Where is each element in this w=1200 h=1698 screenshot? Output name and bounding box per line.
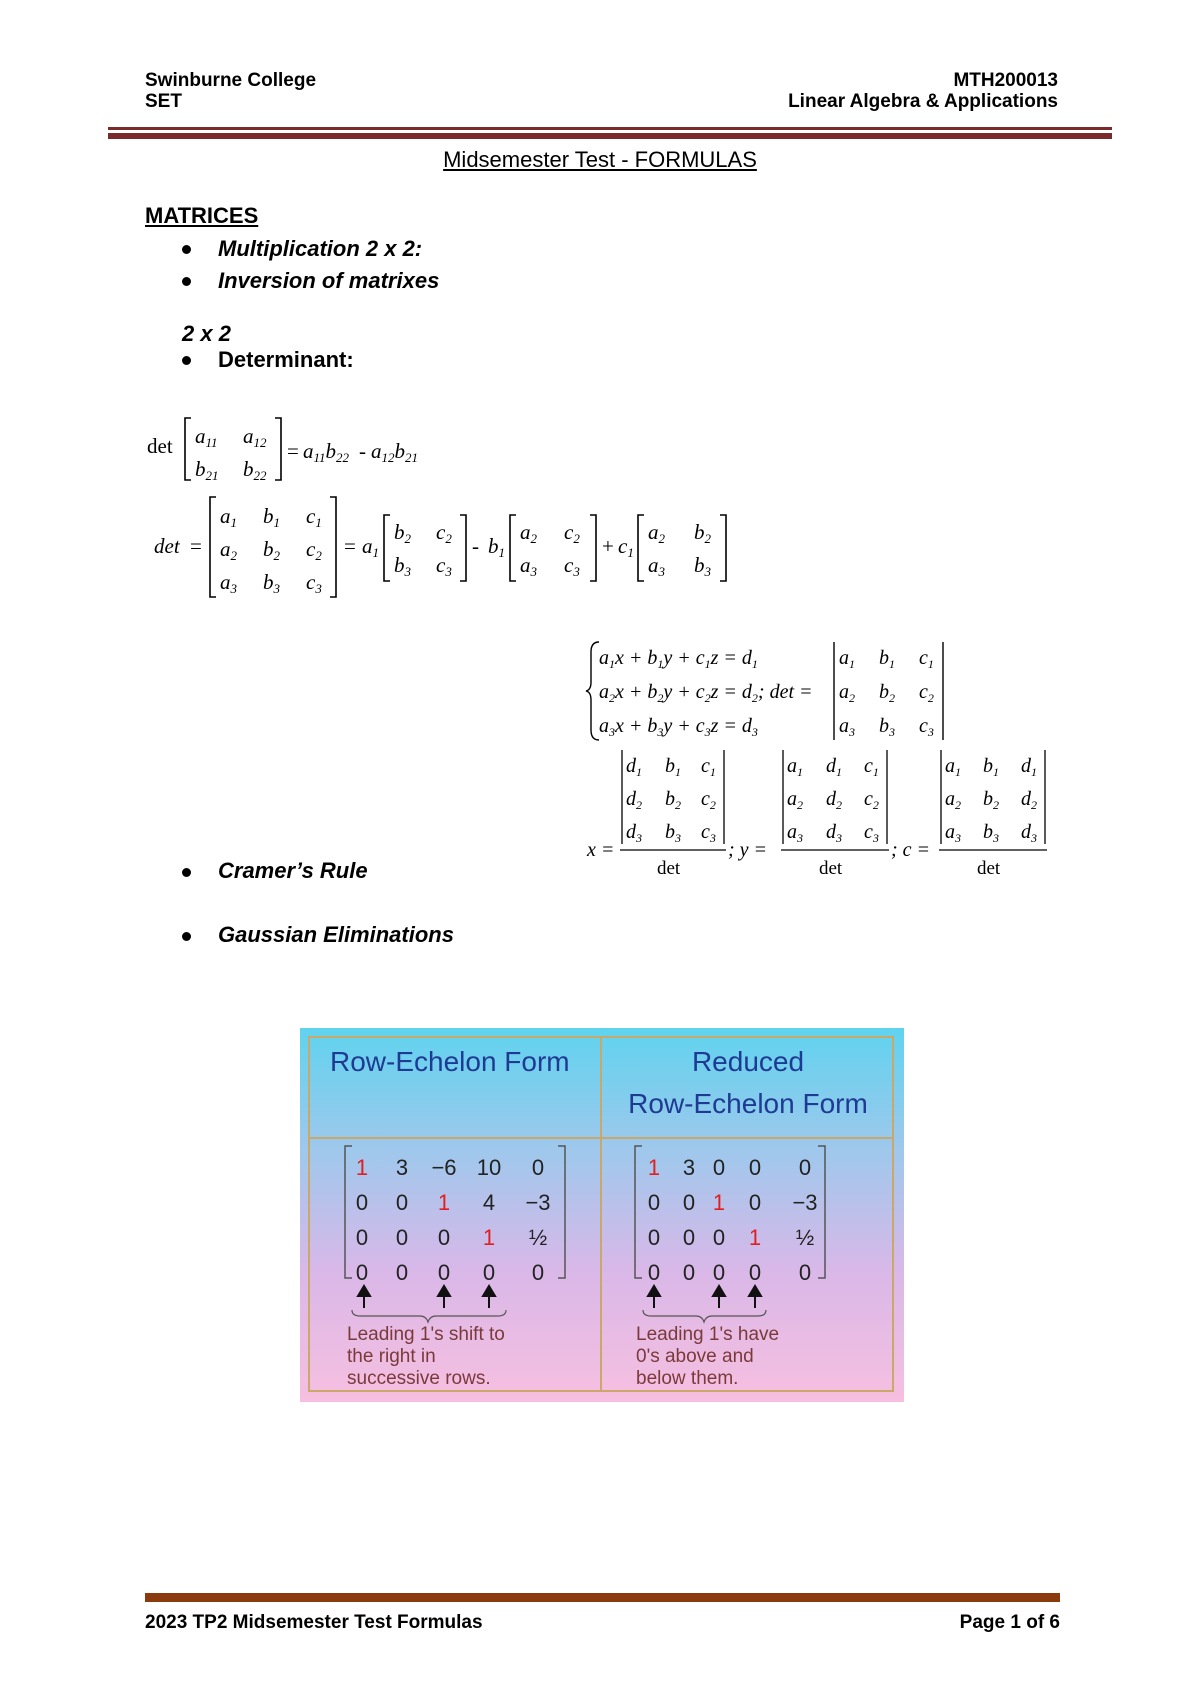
svg-text:c2: c2 (306, 537, 322, 563)
footer-left: 2023 TP2 Midsemester Test Formulas (145, 1612, 483, 1633)
svg-text:d3: $d_3$ (1021, 821, 1037, 845)
svg-text:a2: a2 (648, 520, 665, 546)
left-matrix-cell: −3 (525, 1190, 551, 1215)
svg-text:b3: b3 (394, 553, 411, 579)
item-inversion: Inversion of matrixes (218, 268, 440, 293)
svg-text:det: det (657, 858, 681, 878)
svg-text:a11b22: a11b22 (303, 439, 350, 465)
right-matrix-cell: 0 (798, 1260, 812, 1285)
svg-text:d3: $d_3$ (826, 821, 842, 845)
svg-text:b2: b2 (694, 520, 711, 546)
svg-text:a11: a11 (195, 424, 218, 450)
svg-text:-: - (359, 439, 366, 463)
svg-text:b3: b3 (263, 570, 280, 596)
left-matrix-cell: 0 (437, 1260, 451, 1285)
header-rule-bottom (108, 133, 1112, 139)
right-echelon-matrix (648, 1155, 818, 1285)
svg-text:=: = (190, 534, 202, 558)
right-matrix-cell: 0 (748, 1260, 762, 1285)
svg-text:c3: c3 (306, 570, 322, 596)
left-note-line: the right in (347, 1346, 436, 1367)
svg-text:a3: a3 (520, 553, 537, 579)
left-note-line: successive rows. (347, 1368, 491, 1389)
course-code: MTH200013 (953, 70, 1058, 91)
figure-left-note (347, 1324, 505, 1390)
svg-text:-: - (472, 534, 479, 558)
svg-text:a2: $a_2$ (787, 788, 803, 812)
bullet-icon (182, 356, 191, 365)
item-multiplication: Multiplication 2 x 2: (218, 236, 423, 261)
svg-text:a1x + b1y + c1z = d1: $a_1x + b_1y + c_1z = d_1$ (599, 647, 758, 671)
svg-text:a3: a3 (220, 570, 237, 596)
svg-text:c2: $c_2$ (864, 788, 879, 812)
svg-text:b3: $b_3$ (879, 715, 895, 739)
svg-text:b2: $b_2$ (665, 788, 681, 812)
left-matrix-cell: 0 (355, 1260, 369, 1285)
section-heading-matrices: MATRICES (145, 203, 259, 228)
right-matrix-cell: 0 (712, 1155, 726, 1180)
svg-text:b22: b22 (243, 457, 267, 483)
svg-text:c2: $c_2$ (919, 681, 934, 705)
left-matrix-cell: 0 (531, 1260, 545, 1285)
left-matrix-cell: 0 (355, 1225, 369, 1250)
svg-text:a2x + b2y + c2z = d2; det =: $a_2x + b_2y + c_2z = d_2$; det = (599, 681, 813, 705)
echelon-figure (300, 1028, 904, 1402)
svg-text:a2: a2 (220, 537, 237, 563)
left-note-line: Leading 1's shift to (347, 1324, 505, 1345)
figure-right-title-line1: Reduced (691, 1046, 805, 1077)
svg-text:c2: c2 (564, 520, 580, 546)
svg-text:c3: $c_3$ (701, 821, 716, 845)
svg-text:; c =: ; c = (891, 839, 931, 861)
svg-text:a3: $a_3$ (945, 821, 961, 845)
svg-text:x =: x = (587, 839, 615, 861)
svg-text:c3: $c_3$ (864, 821, 879, 845)
svg-text:c3: c3 (564, 553, 580, 579)
org-department: SET (145, 91, 182, 112)
right-matrix-cell: 1 (647, 1155, 661, 1180)
svg-text:; y =: ; y = (728, 839, 768, 861)
svg-text:d2: $d_2$ (626, 788, 642, 812)
svg-text:c1: c1 (306, 504, 322, 530)
svg-text:c3: c3 (436, 553, 452, 579)
svg-text:=: = (344, 534, 356, 558)
svg-text:a3: $a_3$ (839, 715, 855, 739)
right-matrix-cell: 0 (682, 1190, 696, 1215)
left-matrix-cell: 1 (355, 1155, 369, 1180)
svg-text:d2: $d_2$ (1021, 788, 1037, 812)
svg-text:b3: $b_3$ (665, 821, 681, 845)
right-matrix-cell: 0 (647, 1225, 661, 1250)
left-matrix-cell: 0 (482, 1260, 496, 1285)
svg-text:b3: $b_3$ (983, 821, 999, 845)
svg-text:b21: b21 (195, 457, 219, 483)
formula-det3x3 (150, 493, 740, 603)
right-matrix-cell: 0 (647, 1190, 661, 1215)
left-matrix-cell: −6 (431, 1155, 457, 1180)
figure-right-note (636, 1324, 779, 1390)
left-matrix-cell: 0 (395, 1260, 409, 1285)
right-matrix-cell: 3 (682, 1155, 696, 1180)
svg-text:d1: $d_1$ (1021, 755, 1037, 779)
svg-text:b3: b3 (694, 553, 711, 579)
svg-text:a2: $a_2$ (945, 788, 961, 812)
header-rule-top (108, 127, 1112, 130)
left-matrix-cell: 3 (395, 1155, 409, 1180)
right-matrix-cell: 0 (748, 1155, 762, 1180)
svg-text:det: det (819, 858, 843, 878)
svg-text:det: det (977, 858, 1001, 878)
right-matrix-cell: 1 (712, 1190, 726, 1215)
left-matrix-cell: 0 (395, 1225, 409, 1250)
svg-text:a3: a3 (648, 553, 665, 579)
footer-page-number: Page 1 of 6 (959, 1612, 1060, 1633)
left-matrix-cell: 4 (482, 1190, 496, 1215)
svg-text:b1: $b_1$ (983, 755, 999, 779)
svg-text:d2: $d_2$ (826, 788, 842, 812)
left-matrix-cell: 10 (476, 1155, 502, 1180)
left-matrix-cell: 1 (482, 1225, 496, 1250)
svg-text:c1: c1 (618, 534, 634, 560)
bullet-icon (182, 245, 191, 254)
svg-text:c2: $c_2$ (701, 788, 716, 812)
right-matrix-cell: ½ (795, 1225, 815, 1250)
left-matrix-cell: 0 (437, 1225, 451, 1250)
left-matrix-cell: 0 (355, 1190, 369, 1215)
org-name: Swinburne College (145, 70, 317, 91)
svg-text:c3: $c_3$ (919, 715, 934, 739)
right-matrix-cell: 0 (712, 1225, 726, 1250)
svg-text:a12: a12 (243, 424, 267, 450)
svg-text:a12b21: a12b21 (371, 439, 418, 465)
svg-text:b2: $b_2$ (879, 681, 895, 705)
right-note-line: Leading 1's have (636, 1324, 780, 1345)
svg-text:c1: $c_1$ (701, 755, 716, 779)
left-matrix-cell: ½ (528, 1225, 548, 1250)
course-name: Linear Algebra & Applications (788, 91, 1058, 112)
svg-text:b1: b1 (488, 534, 505, 560)
formula-det2x2 (145, 410, 445, 485)
bullet-icon (182, 277, 191, 286)
svg-text:a1: a1 (362, 534, 379, 560)
left-matrix-cell: 0 (531, 1155, 545, 1180)
svg-text:a2: $a_2$ (839, 681, 855, 705)
svg-text:b2: b2 (394, 520, 411, 546)
svg-text:a2: a2 (520, 520, 537, 546)
svg-text:det: det (147, 434, 173, 458)
header-course (788, 70, 1058, 112)
footer-rule (145, 1593, 1060, 1602)
item-cramers-rule: Cramer’s Rule (218, 858, 368, 883)
svg-text:b1: b1 (263, 504, 280, 530)
right-matrix-cell: −3 (792, 1190, 818, 1215)
left-echelon-matrix (356, 1155, 551, 1285)
svg-text:c1: $c_1$ (864, 755, 879, 779)
svg-text:d1: $d_1$ (826, 755, 842, 779)
left-matrix-cell: 0 (395, 1190, 409, 1215)
svg-text:=: = (287, 439, 299, 463)
svg-text:b2: b2 (263, 537, 280, 563)
svg-text:b2: $b_2$ (983, 788, 999, 812)
right-matrix-cell: 0 (748, 1190, 762, 1215)
right-note-line: 0's above and (636, 1346, 754, 1367)
subheading-2x2: 2 x 2 (182, 321, 231, 346)
right-matrix-cell: 0 (682, 1260, 696, 1285)
left-matrix-cell: 1 (437, 1190, 451, 1215)
figure-left-title: Row-Echelon Form (330, 1046, 570, 1077)
right-matrix-cell: 0 (712, 1260, 726, 1285)
svg-text:b1: $b_1$ (665, 755, 681, 779)
formula-cramer-solution (585, 748, 1065, 878)
item-gaussian-eliminations: Gaussian Eliminations (218, 922, 454, 947)
svg-text:+: + (602, 534, 614, 558)
right-matrix-cell: 0 (647, 1260, 661, 1285)
item-determinant: Determinant: (218, 347, 354, 372)
right-matrix-cell: 0 (682, 1225, 696, 1250)
bullet-icon (182, 868, 191, 877)
figure-right-title-line2: Row-Echelon Form (628, 1088, 868, 1119)
formula-cramer-system (585, 638, 950, 744)
page-title: Midsemester Test - FORMULAS (443, 147, 757, 172)
svg-text:c1: $c_1$ (919, 647, 934, 671)
bullet-icon (182, 932, 191, 941)
svg-text:d3: $d_3$ (626, 821, 642, 845)
svg-text:det: det (154, 534, 180, 558)
svg-text:a3x + b3y + c3z = d3: $a_3x + b_3y + c_3z = d_3$ (599, 715, 758, 739)
svg-text:c2: c2 (436, 520, 452, 546)
svg-text:a1: $a_1$ (945, 755, 961, 779)
right-matrix-cell: 0 (798, 1155, 812, 1180)
svg-text:a1: $a_1$ (839, 647, 855, 671)
svg-text:a3: $a_3$ (787, 821, 803, 845)
svg-text:a1: a1 (220, 504, 237, 530)
right-note-line: below them. (636, 1368, 739, 1389)
svg-text:b1: $b_1$ (879, 647, 895, 671)
right-matrix-cell: 1 (748, 1225, 762, 1250)
svg-text:d1: $d_1$ (626, 755, 642, 779)
svg-text:a1: $a_1$ (787, 755, 803, 779)
header-org (145, 70, 316, 112)
